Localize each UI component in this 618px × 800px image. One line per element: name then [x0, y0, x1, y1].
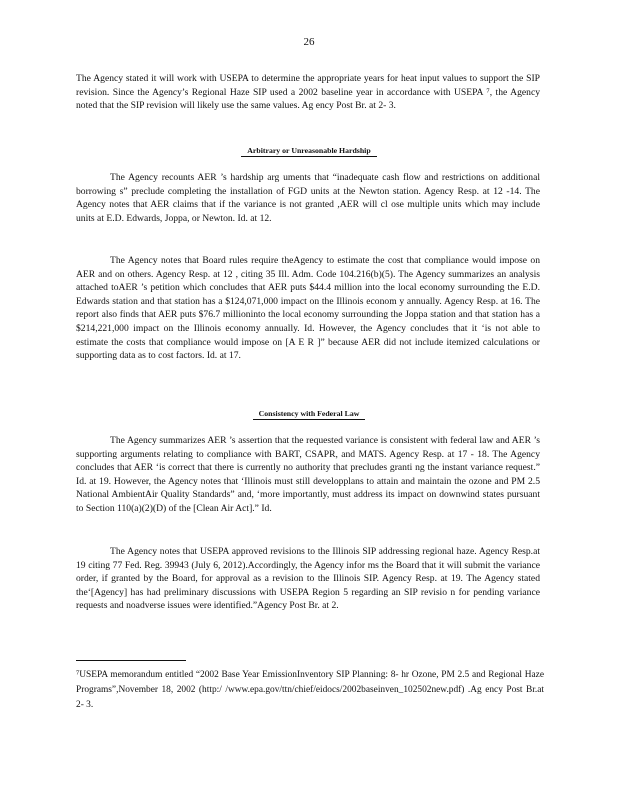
paragraph-federal-law: The Agency summarizes AER ’s assertion that the requested variance is consistent with federal law and AER ’s supporting arguments relating to compliance with BART, CSAPR, and MATS. Agency Resp. at 17 - 18. The Agency concludes that AER ‘is correct that there is currently no authority that precludes granti ng the instant variance request.” Id. at 19. However, the Agency notes that ‘Illinois must still developplans to attain and maintain the ozone and PM 2.5 National AmbientAir Quality Standards” and, ‘more importantly, must address its impact on downwind states pursuant to Section 110(a)(2)(D) of the [Clean Air Act].” Id. — [76, 435, 540, 514]
paragraph-sip-revision: The Agency stated it will work with USEPA to determine the appropriate years for heat input values to support the SIP revision. Since the Agency’s Regional Haze SIP used a 2002 baseline year in accordance with USEPA ⁷, the Agency noted that the SIP revision will likely use the same values. Ag ency Post Br. at 2- 3. — [76, 73, 540, 112]
heading-federal-law-text: Consistency with Federal Law — [253, 409, 366, 420]
heading-federal-law — [0, 409, 618, 418]
page-number: 26 — [303, 36, 315, 48]
footnote-7: ⁷USEPA memorandum entitled “2002 Base Year EmissionInventory SIP Planning: 8- hr Ozone, PM 2.5 and Regional Haze Programs”,November 18, 2002 (http:/ /www.epa.gov/ttn/chief/eidocs/2002baseinven_102502new.pdf) .Ag ency Post Br.at 2- 3. — [76, 670, 544, 710]
footnote-divider — [76, 660, 186, 661]
paragraph-sip-approval: The Agency notes that USEPA approved revisions to the Illinois SIP addressing regional haze. Agency Resp.at 19 citing 77 Fed. Reg. 39943 (July 6, 2012).Accordingly, the Agency infor ms the Board that it will submit the variance order, if granted by the Board, for approval as a revision to the Illinois SIP. Agency Resp. at 19. The Agency stated the‘[Agency] has had preliminary discussions with USEPA Region 5 regarding an SIP revisio n for pending variance requests and noadverse issues were identified.”Agency Post Br. at 2. — [76, 546, 540, 612]
heading-hardship-text: Arbitrary or Unreasonable Hardship — [241, 146, 376, 157]
heading-hardship — [0, 146, 618, 155]
paragraph-hardship: The Agency recounts AER ’s hardship arg uments that “inadequate cash flow and restrictions on additional borrowing s” preclude completing the installation of FGD units at the Newton station. Agency Resp. at 12 -14. The Agency notes that AER claims that if the variance is not granted ,AER will cl ose multiple units which may include units at E.D. Edwards, Joppa, or Newton. Id. at 12. — [76, 172, 540, 224]
paragraph-cost: The Agency notes that Board rules require theAgency to estimate the cost that compliance would impose on AER and on others. Agency Resp. at 12 , citing 35 Ill. Adm. Code 104.216(b)(5). The Agency summarizes an analysis attached toAER ’s petition which concludes that AER puts $44.4 million into the local economy surrounding the E.D. Edwards station and that station has a $124,071,000 impact on the Illinois econom y annually. Agency Resp. at 16. The report also finds that AER puts $76.7 millioninto the local economy surrounding the Joppa station and that station has a $214,221,000 impact on the Illinois economy annually. Id. However, the Agency concludes that it ‘is not able to estimate the costs that compliance would impose on [A E R ]” because AER did not include itemized calculations or supporting data as to cost factors. Id. at 17. — [76, 255, 540, 362]
